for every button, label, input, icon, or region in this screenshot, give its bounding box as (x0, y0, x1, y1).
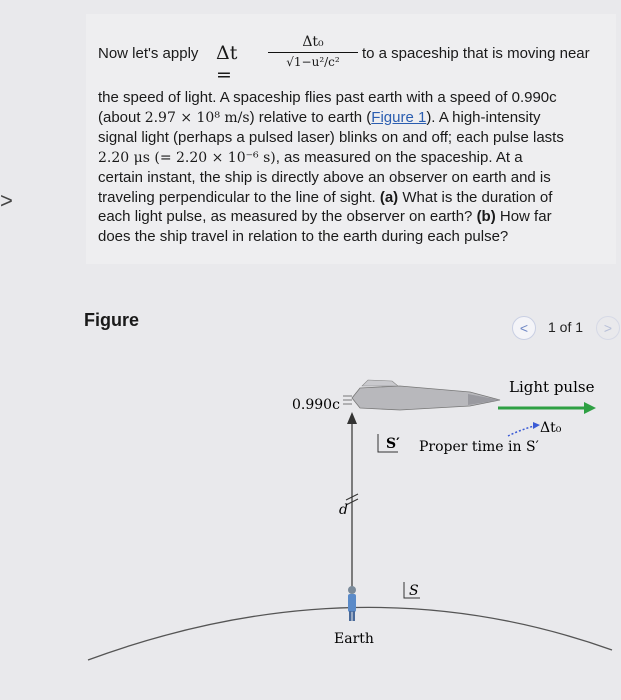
light-pulse-arrowhead (584, 402, 596, 414)
next-figure-button[interactable]: > (596, 316, 620, 340)
s-prime-label: S′ (386, 436, 400, 452)
s-label: S (409, 583, 419, 599)
part-a-label: (a) (379, 188, 399, 206)
statement-line: 2.20 μs (= 2.20 × 10⁻⁶ s), as measured on the spaceship. At a (98, 148, 523, 166)
figure-1-link[interactable]: Figure 1 (371, 108, 427, 126)
distance-d-label: d (339, 502, 348, 518)
spaceship-icon (352, 380, 500, 410)
statement-line: the speed of light. A spaceship flies past earth with a speed of 0.990c (98, 89, 557, 106)
statement-line: signal light (perhaps a pulsed laser) blinks on and off; each pulse lasts (98, 129, 564, 146)
light-pulse-label: Light pulse (509, 378, 595, 396)
delta-t0-label: Δt₀ (540, 420, 562, 436)
formula-denominator: √1−u²/c² (286, 55, 340, 69)
side-nav-chevron[interactable]: > (0, 188, 13, 213)
statement-line: each light pulse, as measured by the observer on earth? (b) How far (98, 208, 552, 225)
earth-label: Earth (334, 631, 374, 647)
speed-label: 0.990c (292, 397, 340, 413)
line-of-sight-arrowhead (347, 412, 357, 424)
prev-figure-button[interactable]: < (512, 316, 536, 340)
formula-numerator: Δt₀ (268, 34, 358, 53)
figure-heading: Figure (84, 310, 140, 330)
dotted-time-arrowhead (533, 422, 540, 429)
pulse-duration-math: 2.20 μs (= 2.20 × 10⁻⁶ s) (98, 149, 276, 166)
figure-page-count: 1 of 1 (548, 319, 584, 335)
dotted-time-arrow (508, 426, 534, 436)
intro-after-text: to a spaceship that is moving near (362, 45, 590, 62)
proper-time-label: Proper time in S′ (419, 439, 539, 455)
statement-line: certain instant, the ship is directly above an observer on earth and is (98, 169, 551, 186)
intro-before-text: Now let's apply (98, 45, 199, 62)
statement-line: does the ship travel in relation to the earth during each pulse? (98, 227, 509, 245)
speed-value-math: 2.97 × 10⁸ m/s (144, 109, 250, 126)
earth-observer-icon (348, 586, 356, 621)
statement-line: (about 2.97 × 10⁸ m/s) relative to earth (Figure 1). A high-intensity (98, 108, 541, 126)
statement-line: traveling perpendicular to the line of sight. (a) What is the duration of (98, 188, 553, 206)
formula-lhs: Δt = (216, 42, 238, 86)
part-b-label: (b) (476, 208, 496, 225)
